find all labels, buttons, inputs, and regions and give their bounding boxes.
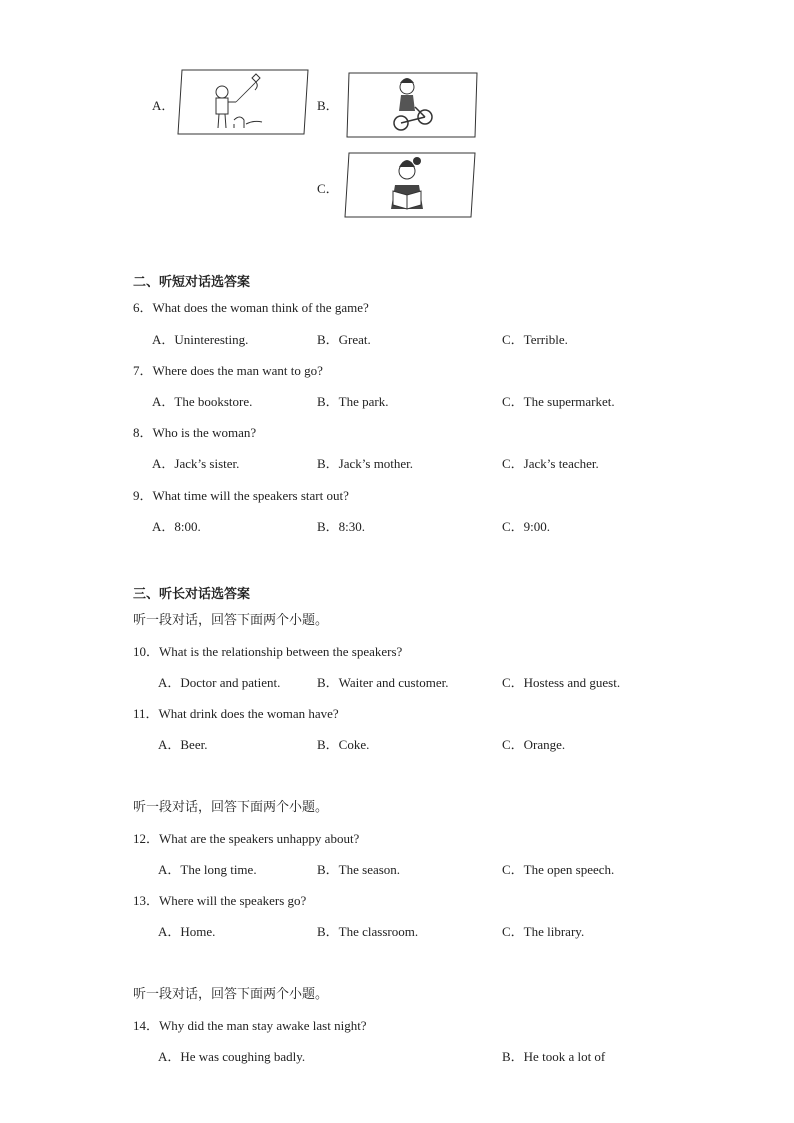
option-14a: A．He was coughing badly.	[158, 1049, 306, 1064]
option-11a: A．Beer.	[158, 737, 208, 752]
group-note: 听一段对话，回答下面两个小题。	[133, 987, 329, 1002]
option-6a: A．Uninteresting.	[152, 332, 249, 347]
option-9c: C．9:00.	[502, 519, 551, 534]
option-13b: B．The classroom.	[317, 924, 419, 939]
option-8c: C．Jack’s teacher.	[502, 456, 599, 471]
option-12a: A．The long time.	[158, 862, 257, 877]
option-12b: B．The season.	[317, 862, 401, 877]
option-10b: B．Waiter and customer.	[317, 675, 449, 690]
question-14: 14．Why did the man stay awake last night?	[133, 1018, 367, 1033]
girl-reading-book-picture	[343, 151, 477, 219]
question-8: 8．Who is the woman?	[133, 425, 257, 440]
question-12: 12．What are the speakers unhappy about?	[133, 831, 360, 846]
option-10a: A．Doctor and patient.	[158, 675, 281, 690]
option-11c: C．Orange.	[502, 737, 566, 752]
option-7a: A．The bookstore.	[152, 394, 253, 409]
option-6c: C．Terrible.	[502, 332, 568, 347]
option-7c: C．The supermarket.	[502, 394, 615, 409]
option-13a: A．Home.	[158, 924, 216, 939]
option-12c: C．The open speech.	[502, 862, 615, 877]
option-10c: C．Hostess and guest.	[502, 675, 621, 690]
option-9a: A．8:00.	[152, 519, 201, 534]
option-14b: B．He took a lot of	[502, 1049, 606, 1064]
question-13: 13．Where will the speakers go?	[133, 893, 307, 908]
option-11b: B．Coke.	[317, 737, 370, 752]
group-note: 听一段对话，回答下面两个小题。	[133, 613, 329, 628]
question-9: 9．What time will the speakers start out?	[133, 488, 349, 503]
option-9b: B．8:30.	[317, 519, 366, 534]
picture-label-c: C．	[317, 181, 339, 196]
question-10: 10．What is the relationship between the speakers?	[133, 644, 403, 659]
question-11: 11．What drink does the woman have?	[133, 706, 339, 721]
option-13c: C．The library.	[502, 924, 585, 939]
picture-label-b: B．	[317, 98, 339, 113]
picture-label-a: A．	[152, 98, 175, 113]
group-note: 听一段对话，回答下面两个小题。	[133, 800, 329, 815]
option-8a: A．Jack’s sister.	[152, 456, 240, 471]
girl-riding-bike-picture	[345, 71, 479, 139]
option-6b: B．Great.	[317, 332, 371, 347]
question-6: 6．What does the woman think of the game?	[133, 300, 369, 315]
section-title: 三、听长对话选答案	[133, 587, 251, 602]
section-title: 二、听短对话选答案	[133, 275, 251, 290]
question-7: 7．Where does the man want to go?	[133, 363, 323, 378]
boy-flying-kite-picture	[176, 68, 310, 136]
option-7b: B．The park.	[317, 394, 389, 409]
option-8b: B．Jack’s mother.	[317, 456, 414, 471]
